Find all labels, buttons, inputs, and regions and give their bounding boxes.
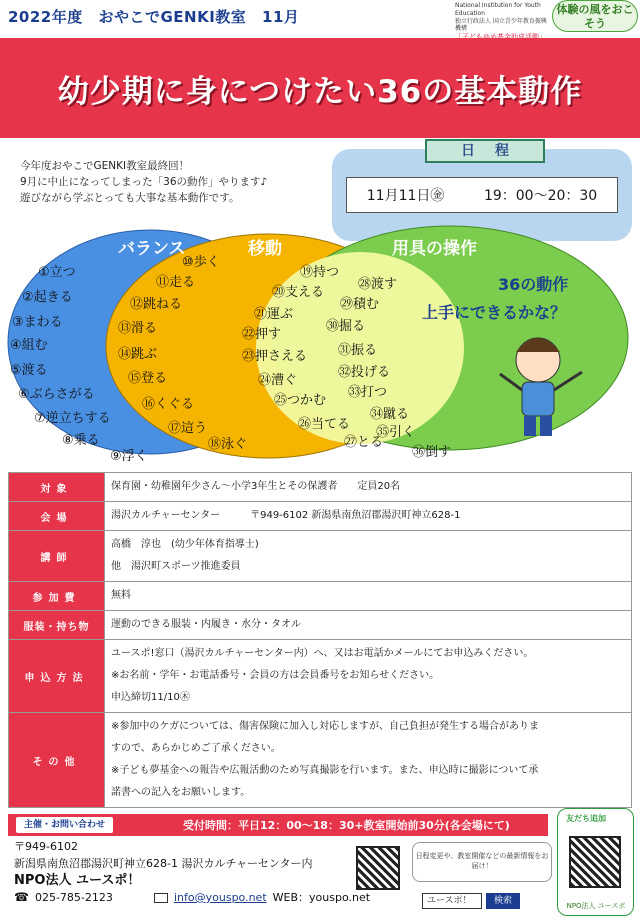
venue-label: 会場: [9, 502, 105, 531]
move-item: ⑱泳ぐ: [208, 437, 248, 452]
table-row: [9, 713, 632, 808]
move-item: ⑫跳ねる: [130, 297, 183, 312]
target-value: 保育園・幼稚園年少さん～小学3年生とその保護者 定員20名: [105, 473, 632, 502]
tool-item: ㉙積む: [340, 297, 380, 312]
move-item: ⑯くぐる: [142, 397, 195, 412]
attire-value: 運動のできる服装・内履き・水分・タオル: [105, 611, 632, 640]
mail-row: [154, 889, 454, 906]
tool-item: ㉓押さえる: [242, 349, 308, 364]
tool-item: ⑳支える: [272, 285, 325, 300]
table-row: [9, 531, 632, 582]
line-footer: NPO法人 ユースポ: [566, 902, 626, 910]
notice-box: 日程変更や、教室開催などの最新情報をお届け！: [412, 842, 552, 882]
balance-item: ③まわる: [12, 315, 63, 330]
badge-text: 体験の風をおこそう: [556, 3, 634, 30]
tool-item: ㉞蹴る: [370, 407, 410, 422]
fee-label: 参加費: [9, 582, 105, 611]
intro-line: 今年度おやこでGENKI教室最終回！: [20, 160, 190, 172]
schedule-details: [346, 177, 618, 213]
phone-number[interactable]: 025-785-2123: [34, 891, 113, 904]
table-row: [9, 611, 632, 640]
intro-text: [20, 158, 267, 206]
other-line: ※子ども夢基金への報告や広報活動のため写真撮影を行います。また、申込時に撮影について承: [111, 765, 539, 776]
balance-item: ⑧乗る: [62, 433, 100, 448]
tool-item: ㉘渡す: [358, 277, 398, 292]
tool-item: ㉒押す: [242, 327, 282, 342]
move-item: ⑮登る: [128, 371, 168, 386]
move-item: ⑰這う: [168, 421, 208, 436]
page-title: 幼少期に身につけたい36の基本動作: [57, 73, 583, 110]
line-friend-label: 友だち追加: [566, 814, 606, 823]
contact-address: 新潟県南魚沼郡湯沢町神立628-1 湯沢カルチャーセンター内: [14, 857, 313, 870]
venn-diagram: [0, 224, 640, 470]
venue-value: 湯沢カルチャーセンター 〒949-6102 新潟県南魚沼郡湯沢町神立628-1: [105, 502, 632, 531]
tool-item: ㉕つかむ: [274, 393, 327, 408]
target-label: 対象: [9, 473, 105, 502]
balance-item: ⑤渡る: [10, 363, 48, 378]
apply-line: ユースポ!窓口（湯沢カルチャーセンター内）へ、又はお電話かメールにてお申込みください。: [111, 648, 534, 659]
tool-item: ㉟引く: [376, 425, 416, 440]
email-link[interactable]: info@youspo.net: [174, 891, 267, 904]
lecturer-value: [105, 531, 632, 582]
fee-value: 無料: [105, 582, 632, 611]
tool-item: ㉛振る: [338, 343, 378, 358]
web-address[interactable]: WEB：youspo.net: [272, 891, 371, 904]
callout-line1: 36の動作: [498, 275, 569, 294]
other-line: 諾書への記入をお願いします。: [111, 787, 251, 798]
intro-line: 遊びながら学ぶとっても大事な基本動作です。: [20, 192, 240, 204]
apply-line: ※お名前・学年・お電話番号・会員の方は会員番号をお知らせください。: [111, 670, 440, 681]
tool-item: ㉔漕ぐ: [258, 373, 298, 388]
org-logo: [455, 2, 550, 33]
experience-badge: [552, 0, 638, 32]
footer-bar: [8, 814, 548, 836]
info-table: [8, 472, 632, 808]
balance-item: ⑥ぶらさがる: [18, 387, 95, 402]
header-program: おやこでGENKI教室: [98, 8, 247, 26]
org-line2: 独立行政法人 国立青少年教育振興機構: [455, 17, 547, 33]
contact-block: [14, 838, 371, 906]
balance-title: バランス: [118, 239, 186, 259]
table-row: [9, 502, 632, 531]
qr-code[interactable]: [356, 846, 400, 890]
tool-title: 用具の操作: [392, 239, 477, 259]
other-line: ※参加中のケガについては、傷害保険に加入し対応しますが、自己負担が発生する場合がありま: [111, 721, 539, 732]
table-row: [9, 473, 632, 502]
lecturer-line: 他 湯沢町スポーツ推進委員: [111, 561, 241, 572]
apply-line: 申込締切11/10㊍: [111, 692, 190, 703]
schedule-tag: 日程: [425, 139, 545, 163]
mail-icon: [154, 893, 168, 903]
header-year: 2022年度: [8, 8, 83, 26]
table-row: [9, 582, 632, 611]
apply-label: 申込方法: [9, 640, 105, 713]
contact-tag: 主催・お問い合わせ: [16, 817, 113, 833]
intro-line: 9月に中止になってしまった「36の動作」やります♪: [20, 176, 268, 188]
tool-item: ㊱倒す: [412, 445, 452, 460]
phone-icon: ☎: [14, 890, 29, 904]
tool-item: ㉖当てる: [298, 417, 351, 432]
tool-item: ㉜投げる: [338, 365, 391, 380]
title-banner: [0, 38, 640, 138]
org-line1: National Institution for Youth Education: [455, 2, 541, 17]
lecturer-line: 高橋 淳也 (幼少年体育指導士): [111, 539, 259, 550]
tool-item: ㉑運ぶ: [254, 307, 294, 322]
callout-line2: 上手にできるかな？: [422, 303, 567, 322]
other-value: [105, 713, 632, 808]
tool-item: ㉝打つ: [348, 385, 388, 400]
schedule-date: 11月11日㊎: [366, 188, 445, 204]
search-input[interactable]: ユースポ！: [422, 893, 482, 909]
reception-hours: 受付時間：平日12：00～18：30+教室開始前30分(各会場にて): [183, 819, 510, 832]
move-item: ⑪走る: [156, 275, 196, 290]
postal-code: 〒949-6102: [14, 840, 78, 853]
org-name: NPO法人 ユースポ！: [14, 873, 141, 888]
balance-item: ⑨浮く: [110, 449, 148, 464]
apply-value: [105, 640, 632, 713]
table-row: [9, 640, 632, 713]
tool-item: ⑲持つ: [300, 265, 340, 280]
tool-item: ㉗とる: [344, 435, 384, 450]
line-qr-code[interactable]: [569, 836, 621, 888]
balance-item: ②起きる: [22, 290, 73, 305]
schedule-time: 19：00～20：30: [483, 188, 598, 204]
move-item: ⑩歩く: [182, 255, 220, 270]
balance-item: ①立つ: [38, 265, 76, 280]
header-month: 11月: [262, 8, 300, 26]
tool-item: ㉚掘る: [326, 319, 366, 334]
other-line: すので、あらかじめご了承ください。: [111, 743, 281, 754]
attire-label: 服装・持ち物: [9, 611, 105, 640]
move-item: ⑭跳ぶ: [118, 347, 158, 362]
other-label: その他: [9, 713, 105, 808]
lecturer-label: 講師: [9, 531, 105, 582]
move-title: 移動: [248, 239, 282, 259]
header-program-line: [8, 6, 309, 27]
balance-item: ④組む: [10, 338, 48, 353]
move-item: ⑬滑る: [118, 321, 158, 336]
search-button[interactable]: 検索: [486, 893, 520, 909]
balance-item: ⑦逆立ちする: [34, 411, 111, 426]
